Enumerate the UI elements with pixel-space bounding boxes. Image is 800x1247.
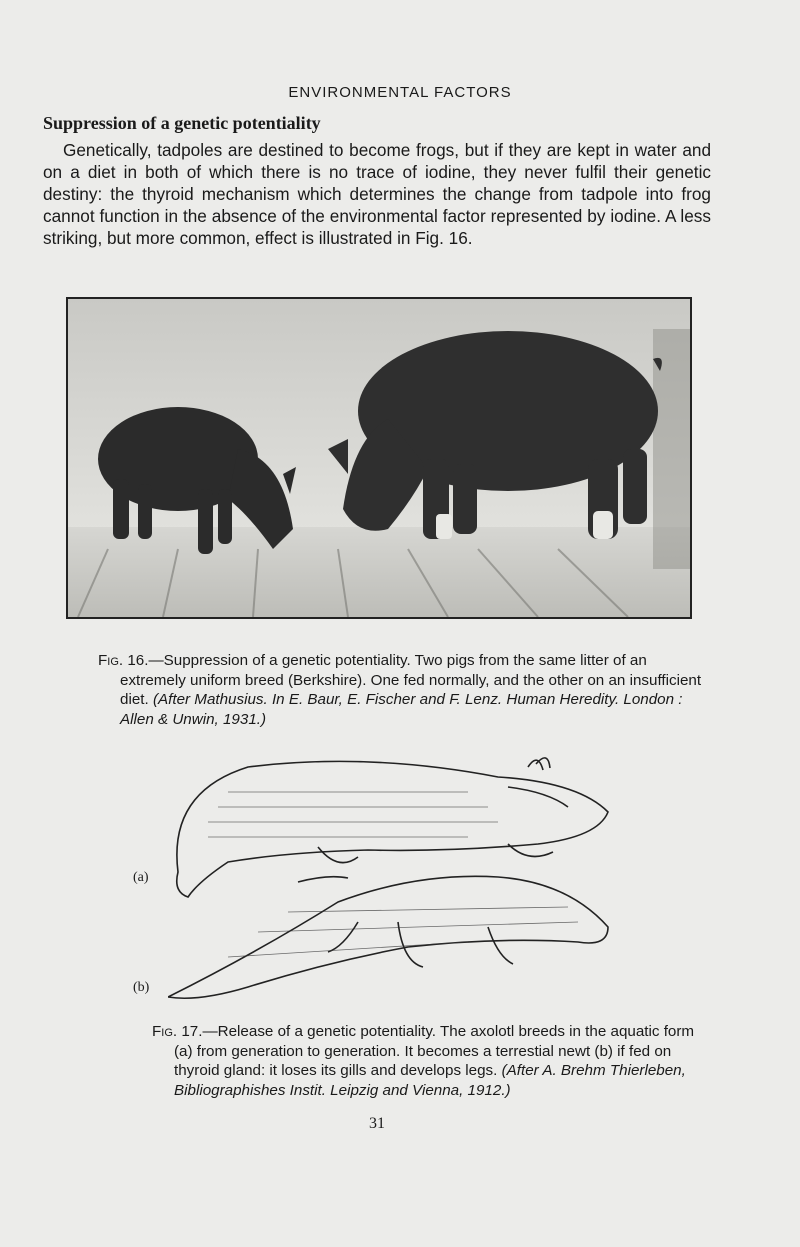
figure-17-label-b: (b): [133, 980, 150, 995]
figure-16-caption: [98, 651, 708, 729]
figure-16-label: Fig. 16.: [98, 652, 149, 669]
section-heading: Suppression of a genetic potentiality: [43, 113, 321, 133]
figure-17-source: (After A. Brehm Thierleben, Bibliographishes Instit. Leipzig and Vienna, 1912.): [174, 1062, 686, 1099]
figure-17-caption: [152, 1022, 712, 1100]
page-number: 31: [369, 1115, 385, 1132]
figure-16-pig-photo: [66, 297, 692, 619]
figure-17-label-a: (a): [133, 870, 149, 885]
figure-17-caption-text: —Release of a genetic potentiality. The axolotl breeds in the aquatic form (a) from generation to generation. It becomes a terrestial newt (b) if fed on thyroid gland: it loses its gills and develops legs.: [174, 1023, 695, 1079]
figure-17-axolotl-drawing: [168, 752, 618, 1012]
body-paragraph: Genetically, tadpoles are destined to become frogs, but if they are kept in water and on a diet in both of which there is no trace of iodine, they never fulfil their genetic destiny: the thyroid mechanism which determines the change from tadpole into frog cannot function in the absence of the environmental factor represented by iodine. A less striking, but more common, effect is illustrated in Fig. 16.: [43, 140, 711, 248]
figure-16-source: (After Mathusius. In E. Baur, E. Fischer and F. Lenz. Human Heredity. London : Allen & Unwin, 1931.): [120, 691, 683, 728]
figure-17-label: Fig. 17.: [152, 1023, 203, 1040]
figure-16-caption-text: —Suppression of a genetic potentiality. Two pigs from the same litter of an extremely uniform breed (Berkshire). One fed normally, and the other on an insufficient diet.: [120, 652, 702, 708]
running-head: ENVIRONMENTAL FACTORS: [288, 84, 512, 101]
